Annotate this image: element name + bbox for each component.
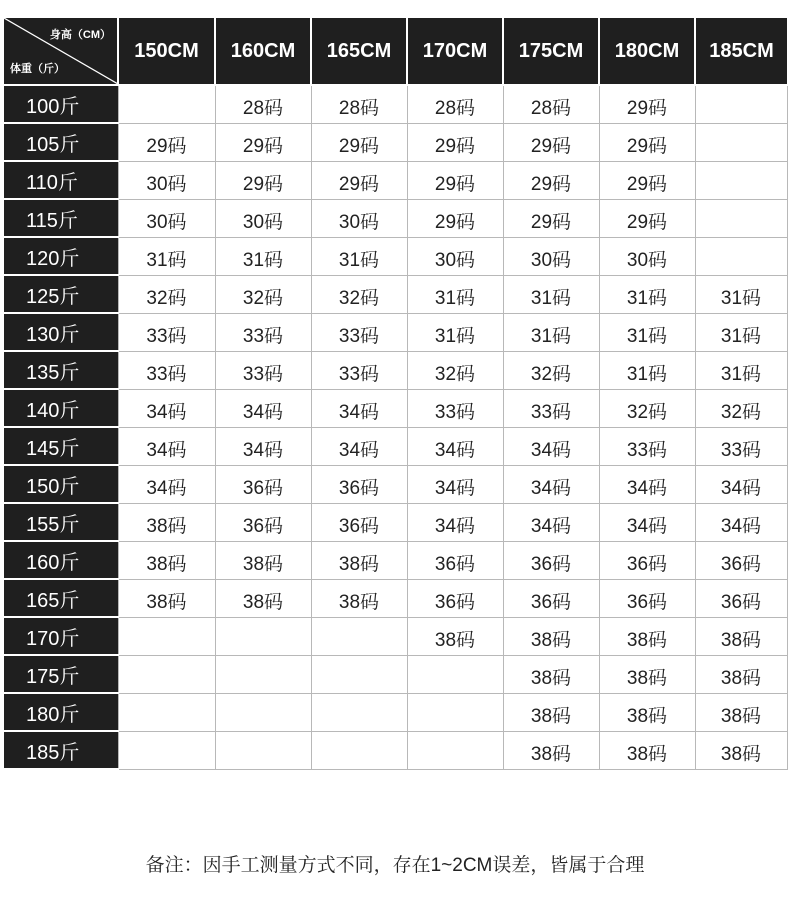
- size-cell: 32码: [215, 275, 311, 313]
- weight-header: 120斤: [4, 237, 118, 275]
- size-cell: 29码: [407, 123, 503, 161]
- size-cell: 38码: [215, 579, 311, 617]
- height-header: 180CM: [599, 18, 695, 85]
- size-cell: [215, 617, 311, 655]
- weight-header: 175斤: [4, 655, 118, 693]
- weight-header: 100斤: [4, 85, 118, 123]
- table-row: [4, 427, 787, 465]
- height-header: 160CM: [215, 18, 311, 85]
- table-row: [4, 731, 787, 769]
- header-row: [4, 18, 787, 85]
- size-cell: 38码: [311, 579, 407, 617]
- size-cell: 34码: [215, 427, 311, 465]
- footer-note: 备注：因手工测量方式不同，存在1~2CM误差，皆属于合理: [145, 855, 645, 876]
- size-cell: 36码: [599, 541, 695, 579]
- size-cell: 30码: [118, 161, 215, 199]
- size-cell: 34码: [599, 465, 695, 503]
- table-row: [4, 655, 787, 693]
- weight-header: 180斤: [4, 693, 118, 731]
- size-cell: 31码: [407, 313, 503, 351]
- size-cell: [118, 693, 215, 731]
- size-cell: [311, 731, 407, 769]
- weight-header: 135斤: [4, 351, 118, 389]
- size-cell: 36码: [599, 579, 695, 617]
- size-cell: 29码: [407, 199, 503, 237]
- size-cell: 29码: [311, 161, 407, 199]
- size-cell: 29码: [599, 161, 695, 199]
- size-cell: 38码: [695, 731, 787, 769]
- height-header: 165CM: [311, 18, 407, 85]
- size-cell: [118, 655, 215, 693]
- size-cell: 33码: [407, 389, 503, 427]
- size-cell: 30码: [215, 199, 311, 237]
- size-cell: 31码: [215, 237, 311, 275]
- size-cell: 34码: [215, 389, 311, 427]
- size-cell: [695, 123, 787, 161]
- size-cell: [695, 161, 787, 199]
- height-header: 175CM: [503, 18, 599, 85]
- size-cell: 38码: [599, 655, 695, 693]
- size-cell: 34码: [118, 389, 215, 427]
- size-cell: 32码: [599, 389, 695, 427]
- weight-header: 160斤: [4, 541, 118, 579]
- weight-header: 110斤: [4, 161, 118, 199]
- size-cell: 36码: [503, 579, 599, 617]
- table-row: [4, 237, 787, 275]
- size-cell: 32码: [407, 351, 503, 389]
- size-cell: 38码: [599, 693, 695, 731]
- size-cell: 38码: [503, 731, 599, 769]
- size-cell: [215, 693, 311, 731]
- size-cell: 32码: [311, 275, 407, 313]
- height-header: 185CM: [695, 18, 787, 85]
- size-cell: 31码: [695, 351, 787, 389]
- size-cell: 34码: [695, 465, 787, 503]
- size-cell: 28码: [407, 85, 503, 123]
- size-cell: [118, 731, 215, 769]
- size-cell: 38码: [599, 617, 695, 655]
- size-cell: 38码: [695, 693, 787, 731]
- size-cell: 34码: [695, 503, 787, 541]
- size-cell: 34码: [503, 465, 599, 503]
- size-cell: 36码: [695, 541, 787, 579]
- table-row: [4, 85, 787, 123]
- size-cell: 29码: [311, 123, 407, 161]
- table-row: [4, 123, 787, 161]
- height-axis-label: 身高（CM）: [49, 29, 111, 41]
- size-cell: 36码: [407, 541, 503, 579]
- size-cell: 34码: [118, 465, 215, 503]
- weight-axis-label: 体重（斤）: [10, 63, 65, 75]
- size-cell: [311, 693, 407, 731]
- size-cell: 31码: [695, 313, 787, 351]
- size-cell: 29码: [599, 85, 695, 123]
- table-row: [4, 275, 787, 313]
- size-cell: 32码: [695, 389, 787, 427]
- weight-header: 145斤: [4, 427, 118, 465]
- size-cell: 34码: [407, 427, 503, 465]
- size-cell: [215, 655, 311, 693]
- size-cell: 36码: [311, 503, 407, 541]
- size-cell: [695, 237, 787, 275]
- size-cell: 28码: [503, 85, 599, 123]
- size-table: [4, 18, 788, 770]
- size-cell: 33码: [311, 313, 407, 351]
- size-cell: [215, 731, 311, 769]
- size-cell: 38码: [118, 579, 215, 617]
- size-cell: [311, 655, 407, 693]
- size-cell: 36码: [407, 579, 503, 617]
- size-cell: 29码: [599, 199, 695, 237]
- size-cell: 32码: [118, 275, 215, 313]
- size-cell: 31码: [599, 275, 695, 313]
- table-row: [4, 465, 787, 503]
- size-cell: 38码: [118, 503, 215, 541]
- size-cell: 33码: [215, 313, 311, 351]
- size-cell: 34码: [311, 389, 407, 427]
- size-cell: 31码: [311, 237, 407, 275]
- size-cell: 38码: [503, 655, 599, 693]
- size-cell: 31码: [407, 275, 503, 313]
- size-cell: 29码: [503, 199, 599, 237]
- table-row: [4, 617, 787, 655]
- size-cell: 38码: [215, 541, 311, 579]
- size-cell: 34码: [407, 465, 503, 503]
- size-cell: 34码: [118, 427, 215, 465]
- size-cell: 29码: [503, 123, 599, 161]
- corner-header: [4, 18, 118, 85]
- size-cell: [118, 617, 215, 655]
- size-cell: 38码: [503, 693, 599, 731]
- size-cell: 34码: [407, 503, 503, 541]
- size-cell: 38码: [118, 541, 215, 579]
- size-cell: 34码: [503, 427, 599, 465]
- weight-header: 140斤: [4, 389, 118, 427]
- weight-header: 170斤: [4, 617, 118, 655]
- size-cell: 38码: [695, 617, 787, 655]
- weight-header: 105斤: [4, 123, 118, 161]
- size-cell: 38码: [599, 731, 695, 769]
- size-cell: [695, 85, 787, 123]
- size-cell: 33码: [118, 351, 215, 389]
- size-cell: 29码: [599, 123, 695, 161]
- table-row: [4, 541, 787, 579]
- table-row: [4, 579, 787, 617]
- size-cell: 28码: [215, 85, 311, 123]
- size-cell: 33码: [118, 313, 215, 351]
- size-cell: 30码: [407, 237, 503, 275]
- size-cell: 36码: [215, 465, 311, 503]
- size-chart: [4, 18, 787, 770]
- height-header: 170CM: [407, 18, 503, 85]
- size-cell: 33码: [311, 351, 407, 389]
- weight-header: 150斤: [4, 465, 118, 503]
- size-cell: 31码: [599, 351, 695, 389]
- size-cell: 36码: [215, 503, 311, 541]
- size-cell: 29码: [215, 123, 311, 161]
- size-cell: 30码: [599, 237, 695, 275]
- table-row: [4, 503, 787, 541]
- size-cell: [407, 655, 503, 693]
- size-cell: 31码: [503, 275, 599, 313]
- weight-header: 155斤: [4, 503, 118, 541]
- table-row: [4, 161, 787, 199]
- size-cell: 30码: [503, 237, 599, 275]
- size-cell: 33码: [503, 389, 599, 427]
- size-cell: 29码: [215, 161, 311, 199]
- size-cell: [118, 85, 215, 123]
- size-cell: 33码: [599, 427, 695, 465]
- table-row: [4, 351, 787, 389]
- size-cell: 36码: [503, 541, 599, 579]
- weight-header: 125斤: [4, 275, 118, 313]
- size-cell: [695, 199, 787, 237]
- size-cell: [407, 731, 503, 769]
- size-cell: [407, 693, 503, 731]
- size-cell: 31码: [599, 313, 695, 351]
- table-row: [4, 389, 787, 427]
- size-cell: 31码: [503, 313, 599, 351]
- size-cell: 34码: [503, 503, 599, 541]
- size-cell: 33码: [215, 351, 311, 389]
- size-cell: 38码: [311, 541, 407, 579]
- size-cell: 38码: [503, 617, 599, 655]
- weight-header: 115斤: [4, 199, 118, 237]
- size-cell: 30码: [118, 199, 215, 237]
- size-cell: 38码: [407, 617, 503, 655]
- height-header: 150CM: [118, 18, 215, 85]
- size-cell: 36码: [311, 465, 407, 503]
- weight-header: 185斤: [4, 731, 118, 769]
- size-cell: 30码: [311, 199, 407, 237]
- size-cell: 31码: [695, 275, 787, 313]
- size-cell: 29码: [503, 161, 599, 199]
- size-cell: 31码: [118, 237, 215, 275]
- size-cell: 29码: [118, 123, 215, 161]
- table-row: [4, 199, 787, 237]
- table-row: [4, 693, 787, 731]
- size-cell: 29码: [407, 161, 503, 199]
- table-row: [4, 313, 787, 351]
- size-cell: [311, 617, 407, 655]
- size-cell: 28码: [311, 85, 407, 123]
- size-cell: 34码: [599, 503, 695, 541]
- weight-header: 130斤: [4, 313, 118, 351]
- size-cell: 36码: [695, 579, 787, 617]
- weight-header: 165斤: [4, 579, 118, 617]
- size-cell: 38码: [695, 655, 787, 693]
- size-cell: 34码: [311, 427, 407, 465]
- size-cell: 32码: [503, 351, 599, 389]
- size-cell: 33码: [695, 427, 787, 465]
